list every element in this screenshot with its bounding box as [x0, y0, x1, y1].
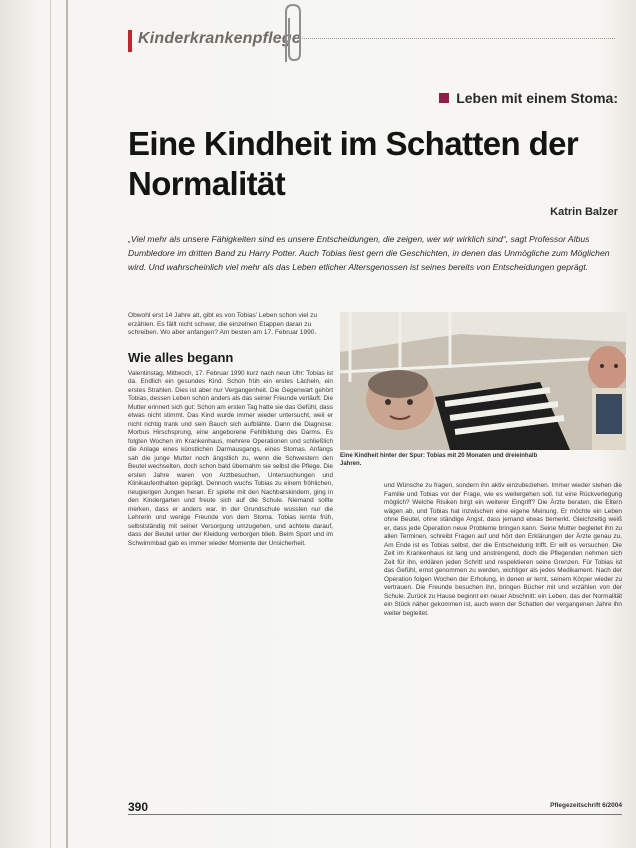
left-column: [128, 312, 333, 548]
photo-illustration: [340, 312, 626, 450]
body-text-right: und Wünsche zu fragen, sondern ihn aktiv einzubeziehen. Immer wieder stehen die Familie und Tobias vor der Frage, wie es weitergehen soll. Ist eine Rückverlegung möglich? Welche Risiken birgt ein weiterer Eingriff? Die Ärzte beraten, die Eltern wägen ab, und Tobias hat inzwischen eine eigene Meinung. Er möchte ein Leben ohne Beutel, ohne ständige Angst, dass jemand etwas bemerkt. Gleichzeitig weiß er, dass jede Operation neue Probleme bringen kann. Seine Mutter begleitet ihn zu allen Terminen, schreibt Fragen auf und hört den Erklärungen der Ärzte genau zu. Am Ende ist es Tobias selbst, der die Entscheidung trifft. Er will es versuchen. Die Zeit im Krankenhaus ist lang und anstrengend, doch die Pflegenden nehmen sich Zeit für ihn, erklären jeden Schritt und respektieren seine Grenzen. Für Tobias ist das Gefühl, ernst genommen zu werden, wichtiger als jedes Medikament. Nach der Operation folgen Wochen der Erholung, in denen er lernt, seinem Körper wieder zu vertrauen. Die Freunde besuchen ihn, bringen Bücher mit und erzählen von der Schule. Zurück zu Hause beginnt ein neuer Abschnitt: ein Leben, das der Normalität ein Stück näher gekommen ist, auch wenn der Schatten der vergangenen Jahre ihn weiter begleitet.: [384, 482, 622, 617]
page-number: 390: [128, 800, 149, 814]
rubric: [439, 90, 618, 106]
article-author: Katrin Balzer: [550, 206, 618, 218]
journal-name: Pflegezeitschrift 6/2004: [550, 802, 622, 809]
body-text-left: Valentinstag, Mittwoch, 17. Februar 1990 kurz nach neun Uhr: Tobias ist da. Endlich ein gesundes Kind. Schon früh ein erstes Lächeln, ein erstes Strahlen. Dies ist aber nur Vergangenheit. Die Gegenwart gehört Tobias, dessen Leben schon anders als das seiner Freunde verläuft. Die Mutter erinnert sich gut: Schon am ersten Tag hatte sie das Gefühl, dass etwas nicht stimmt. Das Kind wurde immer wieder untersucht, weil er nicht richtig trank und sein Bauch sich aufblähte. Dann die Diagnose: Morbus Hirschsprung, eine angeborene Fehlbildung des Darms. Es folgten Wochen im Krankenhaus, mehrere Operationen und schließlich die Anlage eines künstlichen Darmausgangs, eines Stomas. Anfangs sah die junge Mutter noch ängstlich zu, wenn die Schwestern den Beutel wechselten, doch schon bald übernahm sie selbst die Pflege. Die ersten Jahre waren von Arztbesuchen, Untersuchungen und Klinikaufenthalten geprägt. Dennoch wuchs Tobias zu einem fröhlichen, neugierigen Jungen heran. Er spielte mit den Nachbarskindern, ging in den Kindergarten und freute sich auf die Schule. Niemand sollte merken, dass er anders war. In der Grundschule wussten nur die Lehrerin und wenige Freunde von dem Stoma. Tobias lernte früh, selbstständig mit seiner Versorgung umzugehen, und achtete darauf, dass der Beutel unter der Kleidung verborgen blieb. Beim Sport und im Schwimmbad gab es immer wieder Momente der Unsicherheit.: [128, 369, 333, 547]
article-lead: „Viel mehr als unsere Fähigkeiten sind es unsere Entscheidungen, die zeigen, wer wir wirklich sind“, sagt Professor Albus Dumbledore im dritten Band zu Harry Potter. Auch Tobias liest gern die Geschichten, in denen das Unmögliche zum Möglichen wird. Und wahrscheinlich viel mehr als das Leben etlicher Altersgenossen ist seines bereits von Entscheidungen geprägt.: [128, 234, 610, 272]
section-header-label: Kinderkrankenpflege: [138, 30, 301, 47]
photo-caption: Eine Kindheit hinter der Spur: Tobias mit 20 Monaten und dreieinhalb Jahren.: [340, 453, 538, 467]
rubric-square-icon: [439, 93, 449, 103]
section-header-marker: [128, 30, 132, 52]
right-column: [384, 482, 622, 618]
article-intro: Obwohl erst 14 Jahre alt, gibt es von Tobias’ Leben schon viel zu erzählen. Es fällt nicht schwer, die einzelnen Etappen daran zu schreiben. Wo aber anfangen? Am besten am 17. Februar 1990.: [128, 312, 318, 337]
header-dotted-rule: [275, 38, 615, 39]
section-header: [128, 26, 301, 52]
paperclip-icon: [278, 2, 308, 68]
footer-rule: [128, 814, 622, 815]
article-title: Eine Kindheit im Schatten der Normalität: [128, 125, 579, 202]
article-photo: [340, 312, 626, 450]
article-subhead: Wie alles begann: [128, 349, 234, 365]
page-binding-shadow: [50, 0, 51, 848]
rubric-label: Leben mit einem Stoma:: [456, 90, 618, 106]
page-fold-edge: [66, 0, 68, 848]
